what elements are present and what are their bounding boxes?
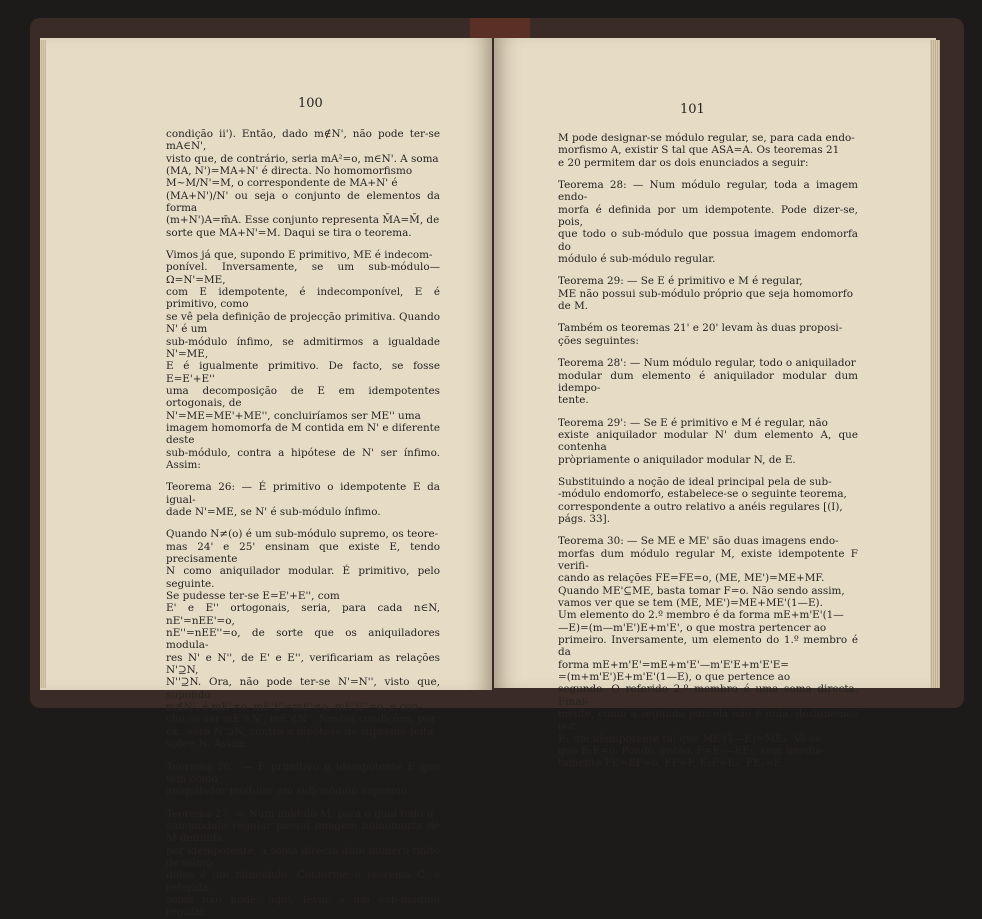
text-line: uma decomposição de E em idempotentes ortogonais, de [166,384,440,410]
text-line: tente. [558,394,589,407]
text-line [558,312,858,322]
text-line: imagem homomorfa de M contida em N' e diferente deste [166,421,440,447]
text-line: res N' e N'', de E' e E'', verificariam as relações N'⊇N, [166,651,440,677]
text-line: clui-se ser mE'∈N', mE'∈N''. Nestas condições, por [166,713,436,726]
text-line: sub-módulo, contra a hipótese de N' ser ínfimo. Assim: [166,446,440,471]
text-line: Teorema 28': — Num módulo regular, todo o aniquilador [558,357,856,370]
text-line [558,265,858,275]
text-line: correspondente a outro relativo a anéis regulares [(I), [558,500,843,513]
text-line: módulo é sub-módulo regular. [558,253,716,266]
text-line: segundo. O referido 2.º membro é uma soma directa. Final- [558,683,858,708]
text-line [558,525,858,535]
text-line: mente, como a segunda parcela não é nula, designemos por [558,708,858,733]
text-line: soma não pode, aqui, levar a um sub-módulo regular. [166,893,440,919]
text-line: E é igualmente primitivo. De facto, se fosse E=E'+E'' [166,360,440,385]
text-line: visto que, de contrário, seria mA²=o, m∈N'. A soma [166,152,439,165]
text-line: Teorema 30: — Se ME e ME' são duas imagens endo- [558,535,839,548]
text-line: E₁ um idempotente tal que ME'(1—E)=ME₁. Vê-se [558,732,822,745]
text-line: morfa é definida por um idempotente. Pode dizer-se, pois, [558,203,858,229]
text-line: tamente FE=EF=o, FF=F, E₁F=E₁, FE₁=F, [558,757,783,770]
text-line: Teorema 29': — Se E é primitivo e M é regular, não [558,416,828,429]
text-line: =(m+m'E')E+m'E'(1—E), o que pertence ao [558,671,791,684]
text-line: Vimos já que, supondo E primitivo, ME é indecom- [166,249,433,262]
text-line: por idempotente, a soma directa dum número finito de nilmó- [166,844,440,869]
text-line: forma mE+m'E'=mE+m'E'—m'E'E+m'E'E= [558,658,789,671]
text-line: Teorema 26': — É primitivo o idempotente E que tem como [166,760,440,785]
text-line: dulos é um nilmódulo. Conforme o teorema C, a referida [166,869,440,894]
text-line: págs. 33]. [558,512,611,525]
text-line: Teorema 29: — Se E é primitivo e M é regular, [558,275,803,288]
text-line: M~M/N'=M, o correspondente de MA+N' é [166,177,398,190]
text-line: que todo o sub-módulo que possua imagem endomorfa do [558,228,858,253]
text-line: condição ii'). Então, dado m∉N', não pode ter-se mA∈N', [166,128,440,153]
page-number-right: 101 [680,102,705,117]
text-line: que E₁E=o. Pondo, então, F=E₁—EE₁, vem imedia- [558,745,825,758]
text-line: ções seguintes: [558,334,639,347]
text-line: aniquilador modular um sub-módulo supremo. [166,785,411,798]
page-number-left: 100 [298,96,323,111]
text-line [558,169,858,179]
text-line [166,471,440,481]
text-line: Teorema 27: — Num módulo M, para o qual todo o [166,807,434,820]
text-line: (m+N')A=m̄A. Esse conjunto representa M̄A=M̄, de [166,214,440,227]
text-line: dade N'=ME, se N' é sub-módulo ínfimo. [166,505,381,518]
text-line: ME não possui sub-módulo próprio que seja homomorfo [558,287,853,300]
text-line: sobre N. Assim: [166,738,249,751]
text-line: nE''=nEE''=o, de sorte que os aniquiladores modula- [166,627,440,652]
text-line: cando as relações FE=FE=o, (ME, ME')=ME+MF. [558,572,825,585]
text-line [558,407,858,417]
text-line: de M. [558,300,589,313]
text-line: Quando ME'⊆ME, basta tomar F=o. Não sendo assim, [558,584,845,597]
text-line [558,347,858,357]
text-line: Se pudesse ter-se E=E'+E'', com [166,590,340,603]
text-line: (MA+N')/N' ou seja o conjunto de elementos da forma [166,189,440,215]
text-line: —E)=(m—m'E')E+m'E', o que mostra pertencer ao [558,621,827,634]
book-spine [470,18,530,38]
left-page-text [166,128,440,919]
right-page-text [558,132,858,770]
text-line [166,239,440,249]
text-line: N'=ME=ME'+ME'', concluiríamos ser ME'' uma [166,409,421,422]
text-line: -módulo endomorfo, estabelece-se o seguinte teorema, [558,488,847,501]
left-page-edge [40,40,46,688]
text-line: (MA, N')=MA+N' é directa. No homomorfismo [166,165,413,178]
text-line: Também os teoremas 21' e 20' levam às duas proposi- [558,322,843,335]
text-line: morfas dum módulo regular M, existe idempotente F verifi- [558,547,858,572]
text-line: N''⊇N. Ora, não pode ter-se N'=N'', visto que, supondo [166,676,440,701]
text-line: M pode designar-se módulo regular, se, para cada endo- [558,132,855,144]
text-line: morfismo A, existir S tal que ASA=A. Os teoremas 21 [558,144,840,157]
text-line: N como aniquilador modular. É primitivo, pelo seguinte. [166,565,440,590]
text-line: e 20 permitem dar os dois enunciados a seguir: [558,156,809,169]
text-line: modular dum elemento é aniquilador modular dum idempo- [558,369,858,394]
text-line: sub-módulo ínfimo, se admitirmos a igualdade N'=ME, [166,335,440,360]
text-line: m∉N', é mE'≠o, mE'E'=mE'≠o, mE'E''=o, e con- [166,701,422,714]
text-line: existe aniquilador modular N' dum elemento A, que contenha [558,428,858,454]
text-line: E' e E'' ortogonais, seria, para cada n∈N, nE'=nEE'=o, [166,602,440,627]
left-page [40,38,492,919]
text-line [558,466,858,476]
text-line: se vê pela definição de projecção primitiva. Quando N' é um [166,310,440,336]
text-line: Teorema 26: — É primitivo o idempotente E da igual- [166,481,440,506]
text-line: pròpriamente o aniquilador modular N, de E. [558,453,796,466]
text-line: Quando N≠(o) é um sub-módulo supremo, os teore- [166,528,439,541]
text-line: vamos ver que se tem (ME, ME')=ME+ME'(1—E). [558,597,823,609]
text-line: mas 24' e 25' ensinam que existe E, tendo precisamente [166,540,440,565]
text-line: Substituindo a noção de ideal principal pela de sub- [558,475,832,488]
text-line: ex., será N'⊃N, contra a hipótese de supremo feita [166,725,434,738]
text-line: Um elemento do 2.º membro é da forma mE+m'E'(1— [558,609,844,622]
text-line: sorte que MA+N'=M. Daqui se tira o teorema. [166,226,412,239]
text-line: Teorema 28: — Num módulo regular, toda a imagem endo- [558,179,858,204]
text-line: com E idempotente, é indecomponível, E é primitivo, como [166,286,440,311]
text-line [166,518,440,528]
text-line: sub-módulo regular possui imagem homomorfa de M definida [166,819,440,845]
text-line [166,798,440,808]
text-line: primeiro. Inversamente, um elemento do 1.º membro é da [558,634,858,659]
right-page [494,38,936,770]
text-line [166,751,440,761]
right-page-edge [930,40,940,688]
text-line: ponível. Inversamente, se um sub-módulo—Ω=N'=ME, [166,261,440,286]
